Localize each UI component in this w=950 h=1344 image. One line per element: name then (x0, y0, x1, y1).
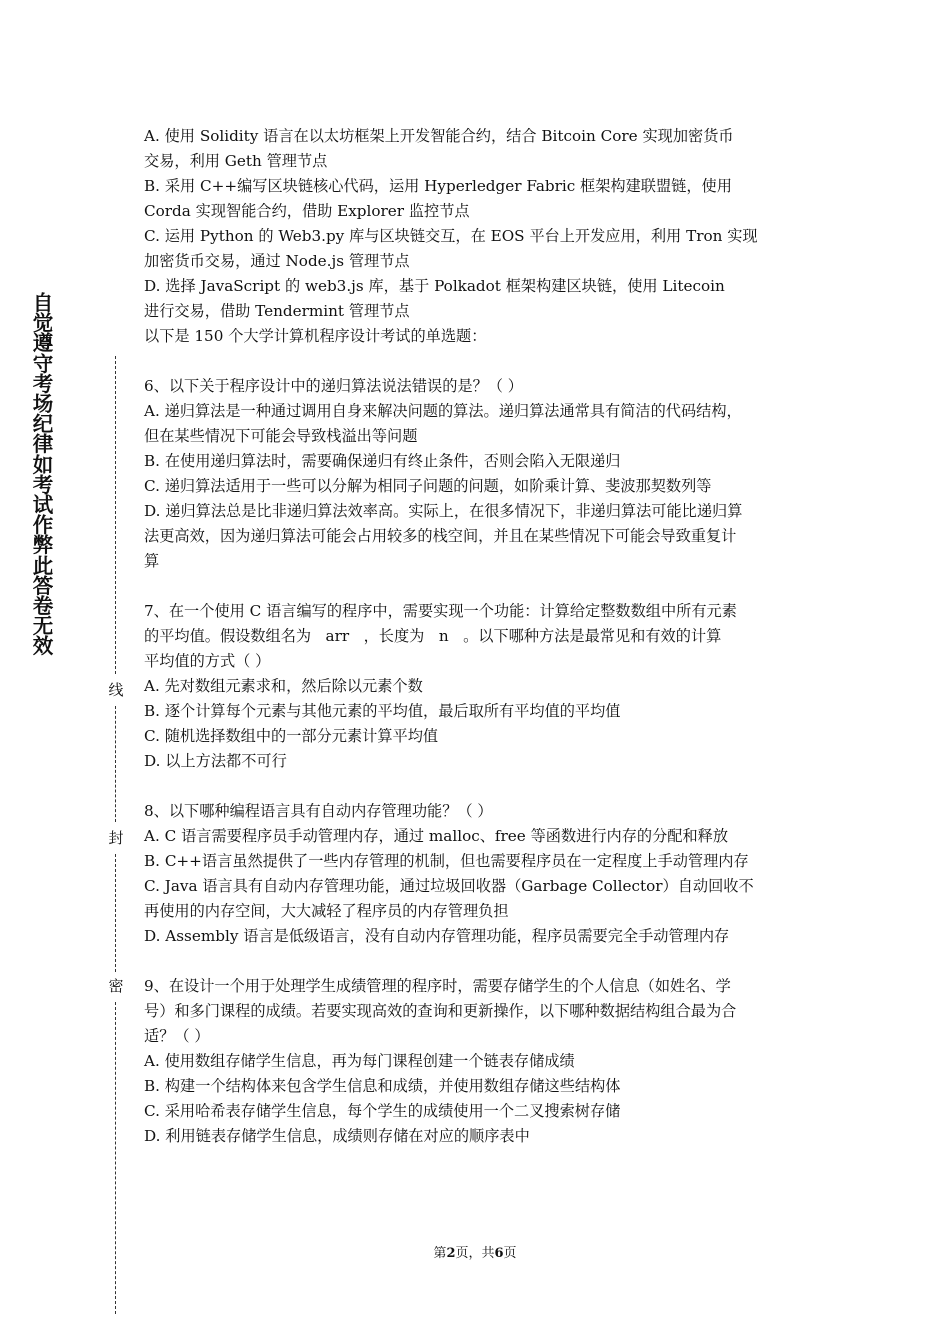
question-stem: 平均值的方式（ ） (144, 652, 271, 670)
section-intro: 以下是 150 个大学计算机程序设计考试的单选题： (144, 327, 487, 345)
question-stem: 的平均值。假设数组名为 arr ，长度为 n 。以下哪种方法是最常见和有效的计算 (144, 627, 722, 645)
footer-prefix: 第 (433, 1246, 447, 1261)
option-line: B. 逐个计算每个元素与其他元素的平均值，最后取所有平均值的平均值 (144, 702, 621, 720)
binding-label-line: 线 (108, 681, 124, 699)
option-line: A. C 语言需要程序员手动管理内存，通过 malloc、free 等函数进行内存的分配和释放 (144, 827, 729, 845)
option-line: C. 递归算法适用于一些可以分解为相同子问题的问题，如阶乘计算、斐波那契数列等 (144, 477, 712, 495)
page-footer (0, 1246, 950, 1262)
option-line: C. 运用 Python 的 Web3.py 库与区块链交互，在 EOS 平台上开发应用，利用 Tron 实现 (144, 227, 758, 245)
question-stem: 9、在设计一个用于处理学生成绩管理的程序时，需要存储学生的个人信息（如姓名、学 (144, 977, 731, 995)
previous-question-options (144, 124, 812, 324)
footer-middle: 页，共 (455, 1246, 495, 1261)
option-line: B. 构建一个结构体来包含学生信息和成绩，并使用数组存储这些结构体 (144, 1077, 621, 1095)
option-line: A. 使用 Solidity 语言在以太坊框架上开发智能合约，结合 Bitcoin Core 实现加密货币 (144, 127, 734, 145)
option-line: 进行交易，借助 Tendermint 管理节点 (144, 302, 410, 320)
option-line: B. 在使用递归算法时，需要确保递归有终止条件，否则会陷入无限递归 (144, 452, 621, 470)
option-line: D. 选择 JavaScript 的 web3.js 库，基于 Polkadot 框架构建区块链，使用 Litecoin (144, 277, 725, 295)
option-line: B. 采用 C++编写区块链核心代码，运用 Hyperledger Fabric 框架构建联盟链，使用 (144, 177, 732, 195)
question-stem: 适？（ ） (144, 1027, 210, 1045)
footer-suffix: 页 (503, 1246, 517, 1261)
option-line: C. 采用哈希表存储学生信息，每个学生的成绩使用一个二叉搜索树存储 (144, 1102, 621, 1120)
question-stem: 7、在一个使用 C 语言编写的程序中，需要实现一个功能：计算给定整数数组中所有元素 (144, 602, 737, 620)
question-6 (144, 374, 812, 574)
option-line: D. 以上方法都不可行 (144, 752, 287, 770)
question-stem: 6、以下关于程序设计中的递归算法说法错误的是？（ ） (144, 377, 523, 395)
binding-dash-line-2 (115, 706, 116, 822)
binding-dash-line-3 (115, 854, 116, 972)
option-line: B. C++语言虽然提供了一些内存管理的机制，但也需要程序员在一定程度上手动管理内存 (144, 852, 749, 870)
question-8 (144, 799, 812, 949)
option-line: A. 使用数组存储学生信息，再为每门课程创建一个链表存储成绩 (144, 1052, 575, 1070)
option-line: C. Java 语言具有自动内存管理功能，通过垃圾回收器（Garbage Collector）自动回收不 (144, 877, 754, 895)
binding-label-seal: 封 (108, 829, 124, 847)
option-line: A. 递归算法是一种通过调用自身来解决问题的算法。递归算法通常具有简洁的代码结构， (144, 402, 742, 420)
option-line: 交易，利用 Geth 管理节点 (144, 152, 328, 170)
option-line: A. 先对数组元素求和，然后除以元素个数 (144, 677, 423, 695)
page-total: 6 (494, 1246, 504, 1261)
question-9 (144, 974, 812, 1149)
option-line: 但在某些情况下可能会导致栈溢出等问题 (144, 427, 418, 445)
binding-dash-line-4 (115, 1002, 116, 1314)
page-number: 2 (446, 1246, 456, 1261)
question-7 (144, 599, 812, 774)
option-line: D. 递归算法总是比非递归算法效率高。实际上，在很多情况下，非递归算法可能比递归算 (144, 502, 743, 520)
option-line: D. Assembly 语言是低级语言，没有自动内存管理功能，程序员需要完全手动管理内存 (144, 927, 730, 945)
option-line: D. 利用链表存储学生信息，成绩则存储在对应的顺序表中 (144, 1127, 530, 1145)
option-line: 法更高效，因为递归算法可能会占用较多的栈空间，并且在某些情况下可能会导致重复计 (144, 527, 737, 545)
option-line: 算 (144, 552, 160, 570)
binding-label-secret: 密 (108, 977, 124, 995)
exam-rules-notice: 自觉遵守考场纪律如考试作弊此答卷无效 (32, 291, 54, 659)
option-line: 再使用的内存空间，大大减轻了程序员的内存管理负担 (144, 902, 509, 920)
exam-content (144, 124, 812, 1149)
question-stem: 号）和多门课程的成绩。若要实现高效的查询和更新操作，以下哪种数据结构组合最为合 (144, 1002, 737, 1020)
option-line: Corda 实现智能合约，借助 Explorer 监控节点 (144, 202, 470, 220)
option-line: 加密货币交易，通过 Node.js 管理节点 (144, 252, 410, 270)
binding-dash-line-1 (115, 356, 116, 674)
question-stem: 8、以下哪种编程语言具有自动内存管理功能？（ ） (144, 802, 493, 820)
option-line: C. 随机选择数组中的一部分元素计算平均值 (144, 727, 439, 745)
